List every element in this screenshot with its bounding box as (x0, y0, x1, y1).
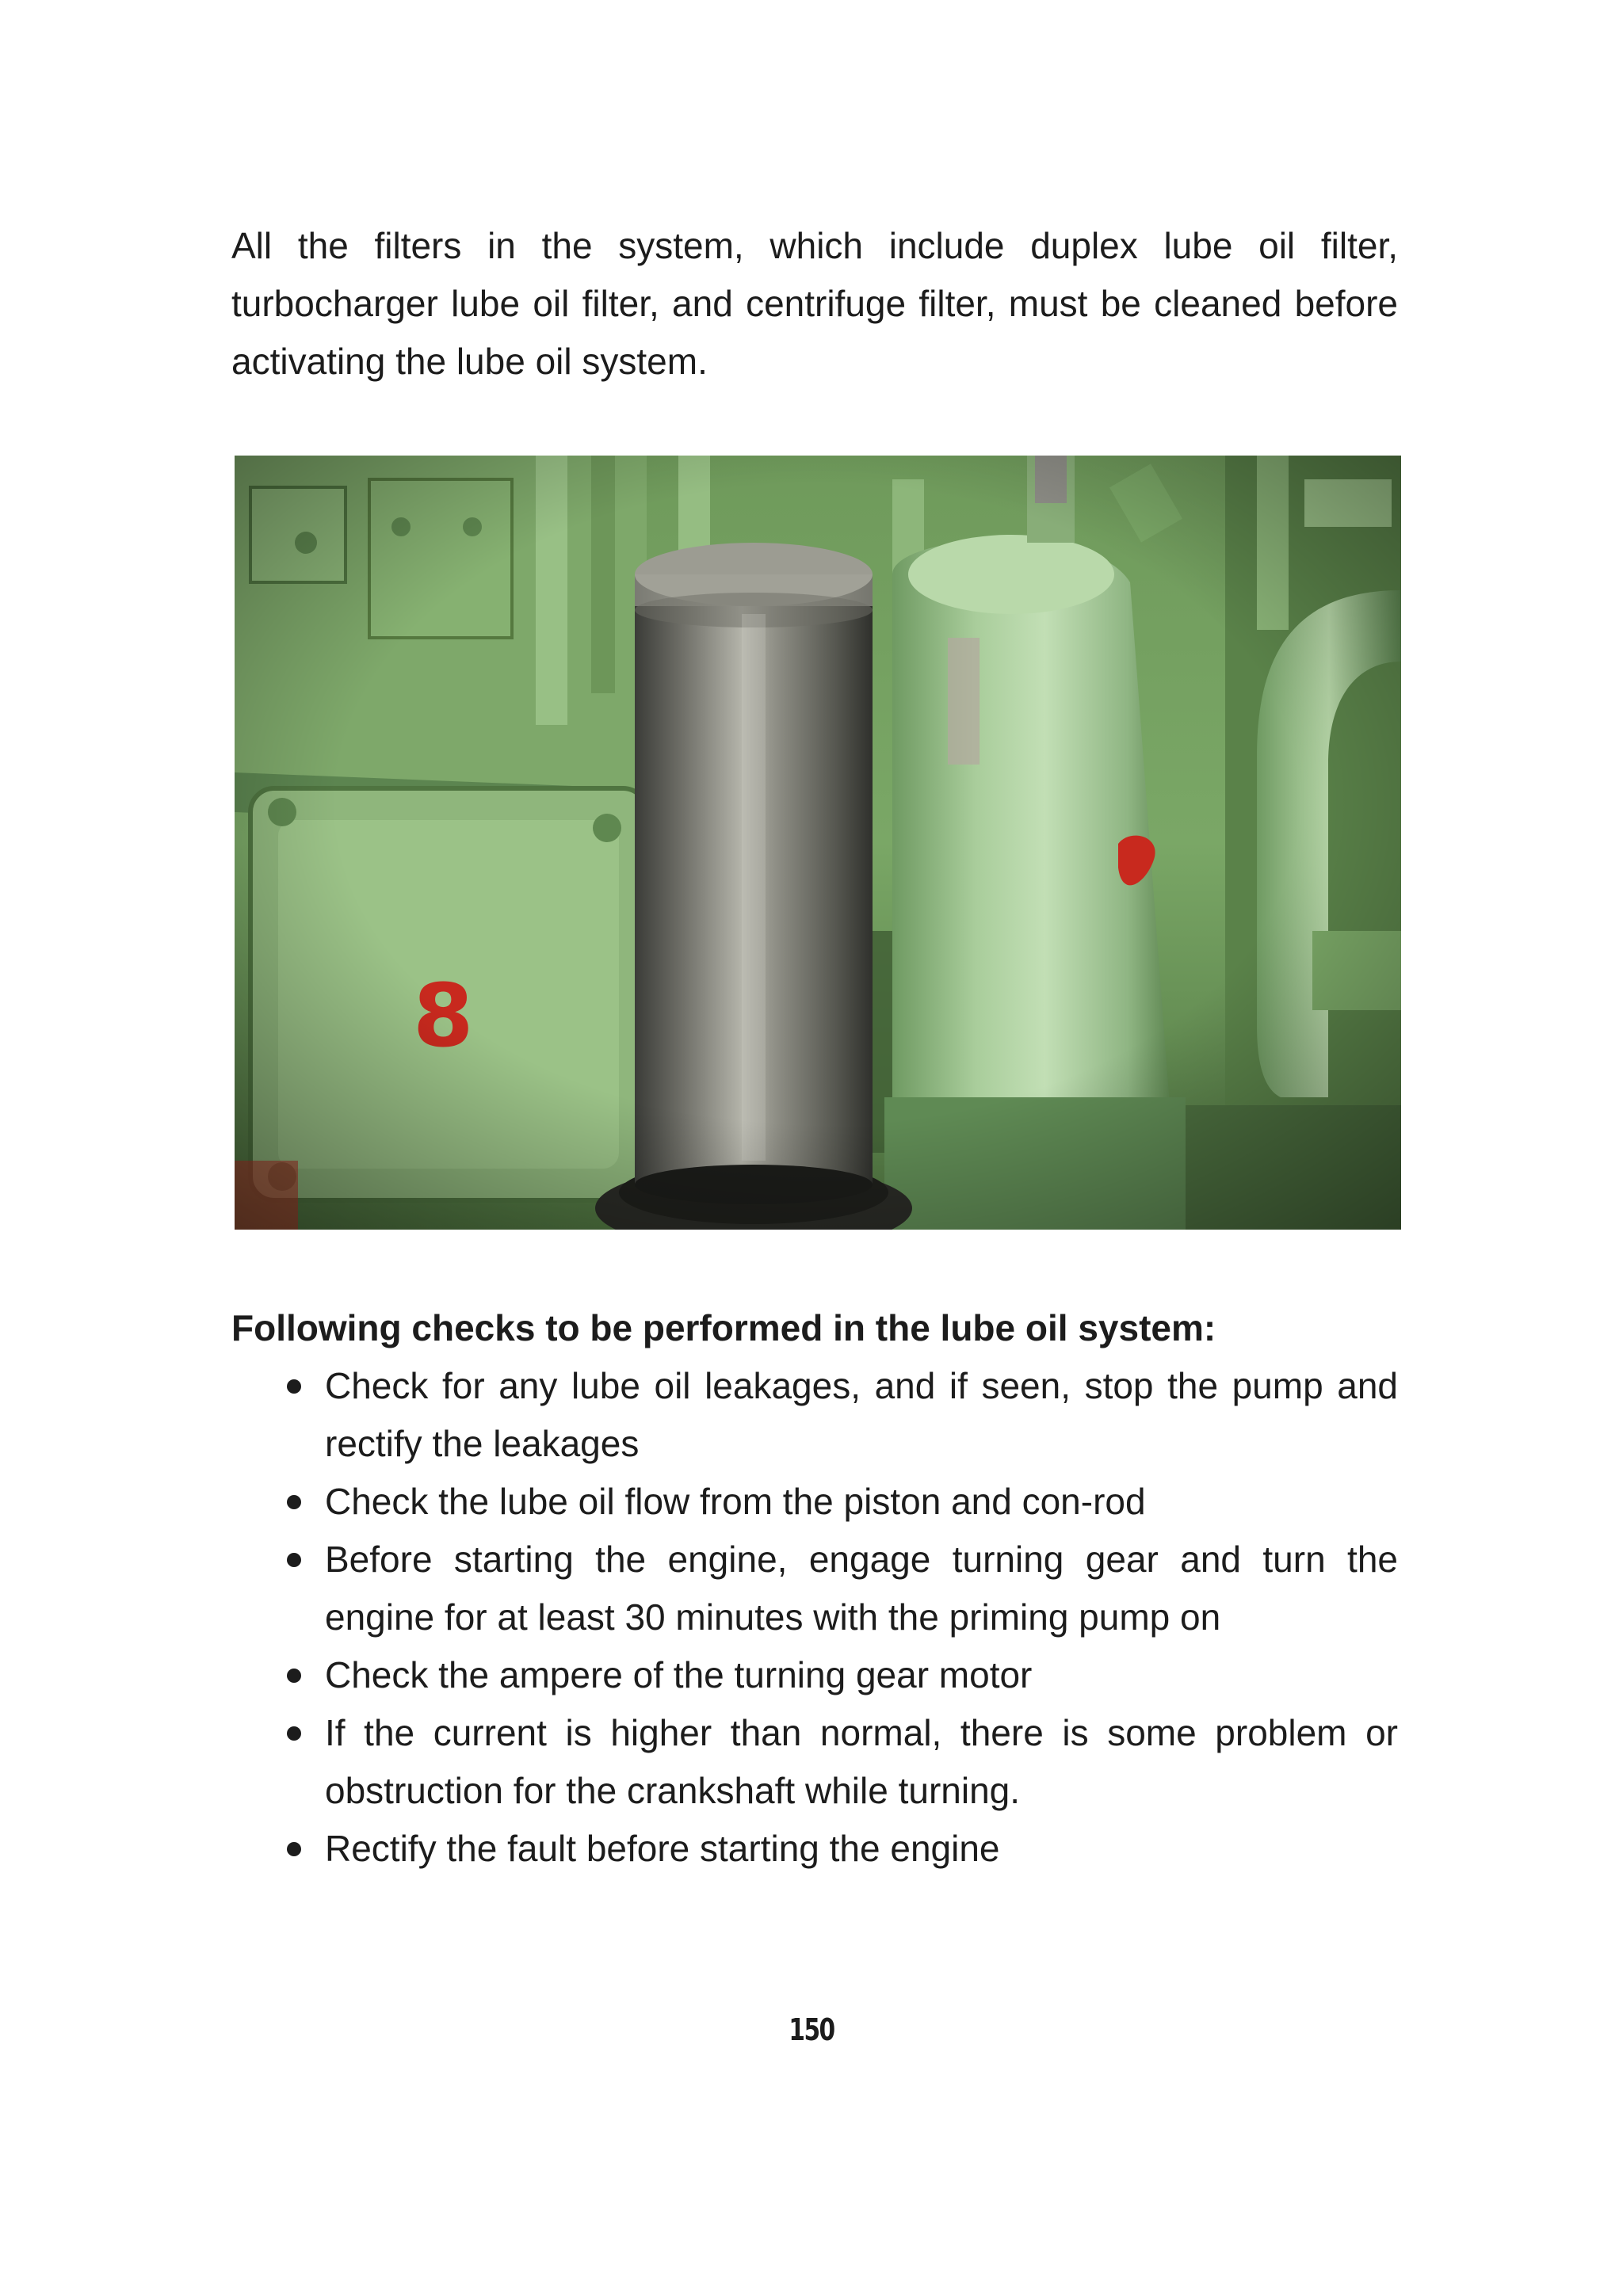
bullet-icon (287, 1726, 301, 1741)
checks-list (231, 1357, 1398, 1878)
bullet-icon (287, 1495, 301, 1509)
list-item: Rectify the fault before starting the engine (231, 1820, 1398, 1878)
list-item: Check the ampere of the turning gear motor (231, 1646, 1398, 1704)
bullet-icon (287, 1842, 301, 1856)
list-item: If the current is higher than normal, there is some problem or obstruction for the crankshaft while turning. (231, 1704, 1398, 1820)
filter-photo-illustration (235, 456, 1401, 1230)
bullet-icon (287, 1669, 301, 1683)
lube-oil-filter-photo (235, 456, 1401, 1230)
list-item: Check for any lube oil leakages, and if seen, stop the pump and rectify the leakages (231, 1357, 1398, 1473)
checks-heading: Following checks to be performed in the lube oil system: (231, 1307, 1216, 1348)
bullet-icon (287, 1553, 301, 1567)
list-item: Before starting the engine, engage turning gear and turn the engine for at least 30 minutes with the priming pump on (231, 1531, 1398, 1646)
list-item: Check the lube oil flow from the piston and con-rod (231, 1473, 1398, 1531)
bullet-icon (287, 1379, 301, 1394)
intro-paragraph: All the filters in the system, which include duplex lube oil filter, turbocharger lube oil filter, and centrifuge filter, must be cleaned before activating the lube oil system. (231, 225, 1398, 382)
page-number: 150 (789, 2012, 834, 2047)
